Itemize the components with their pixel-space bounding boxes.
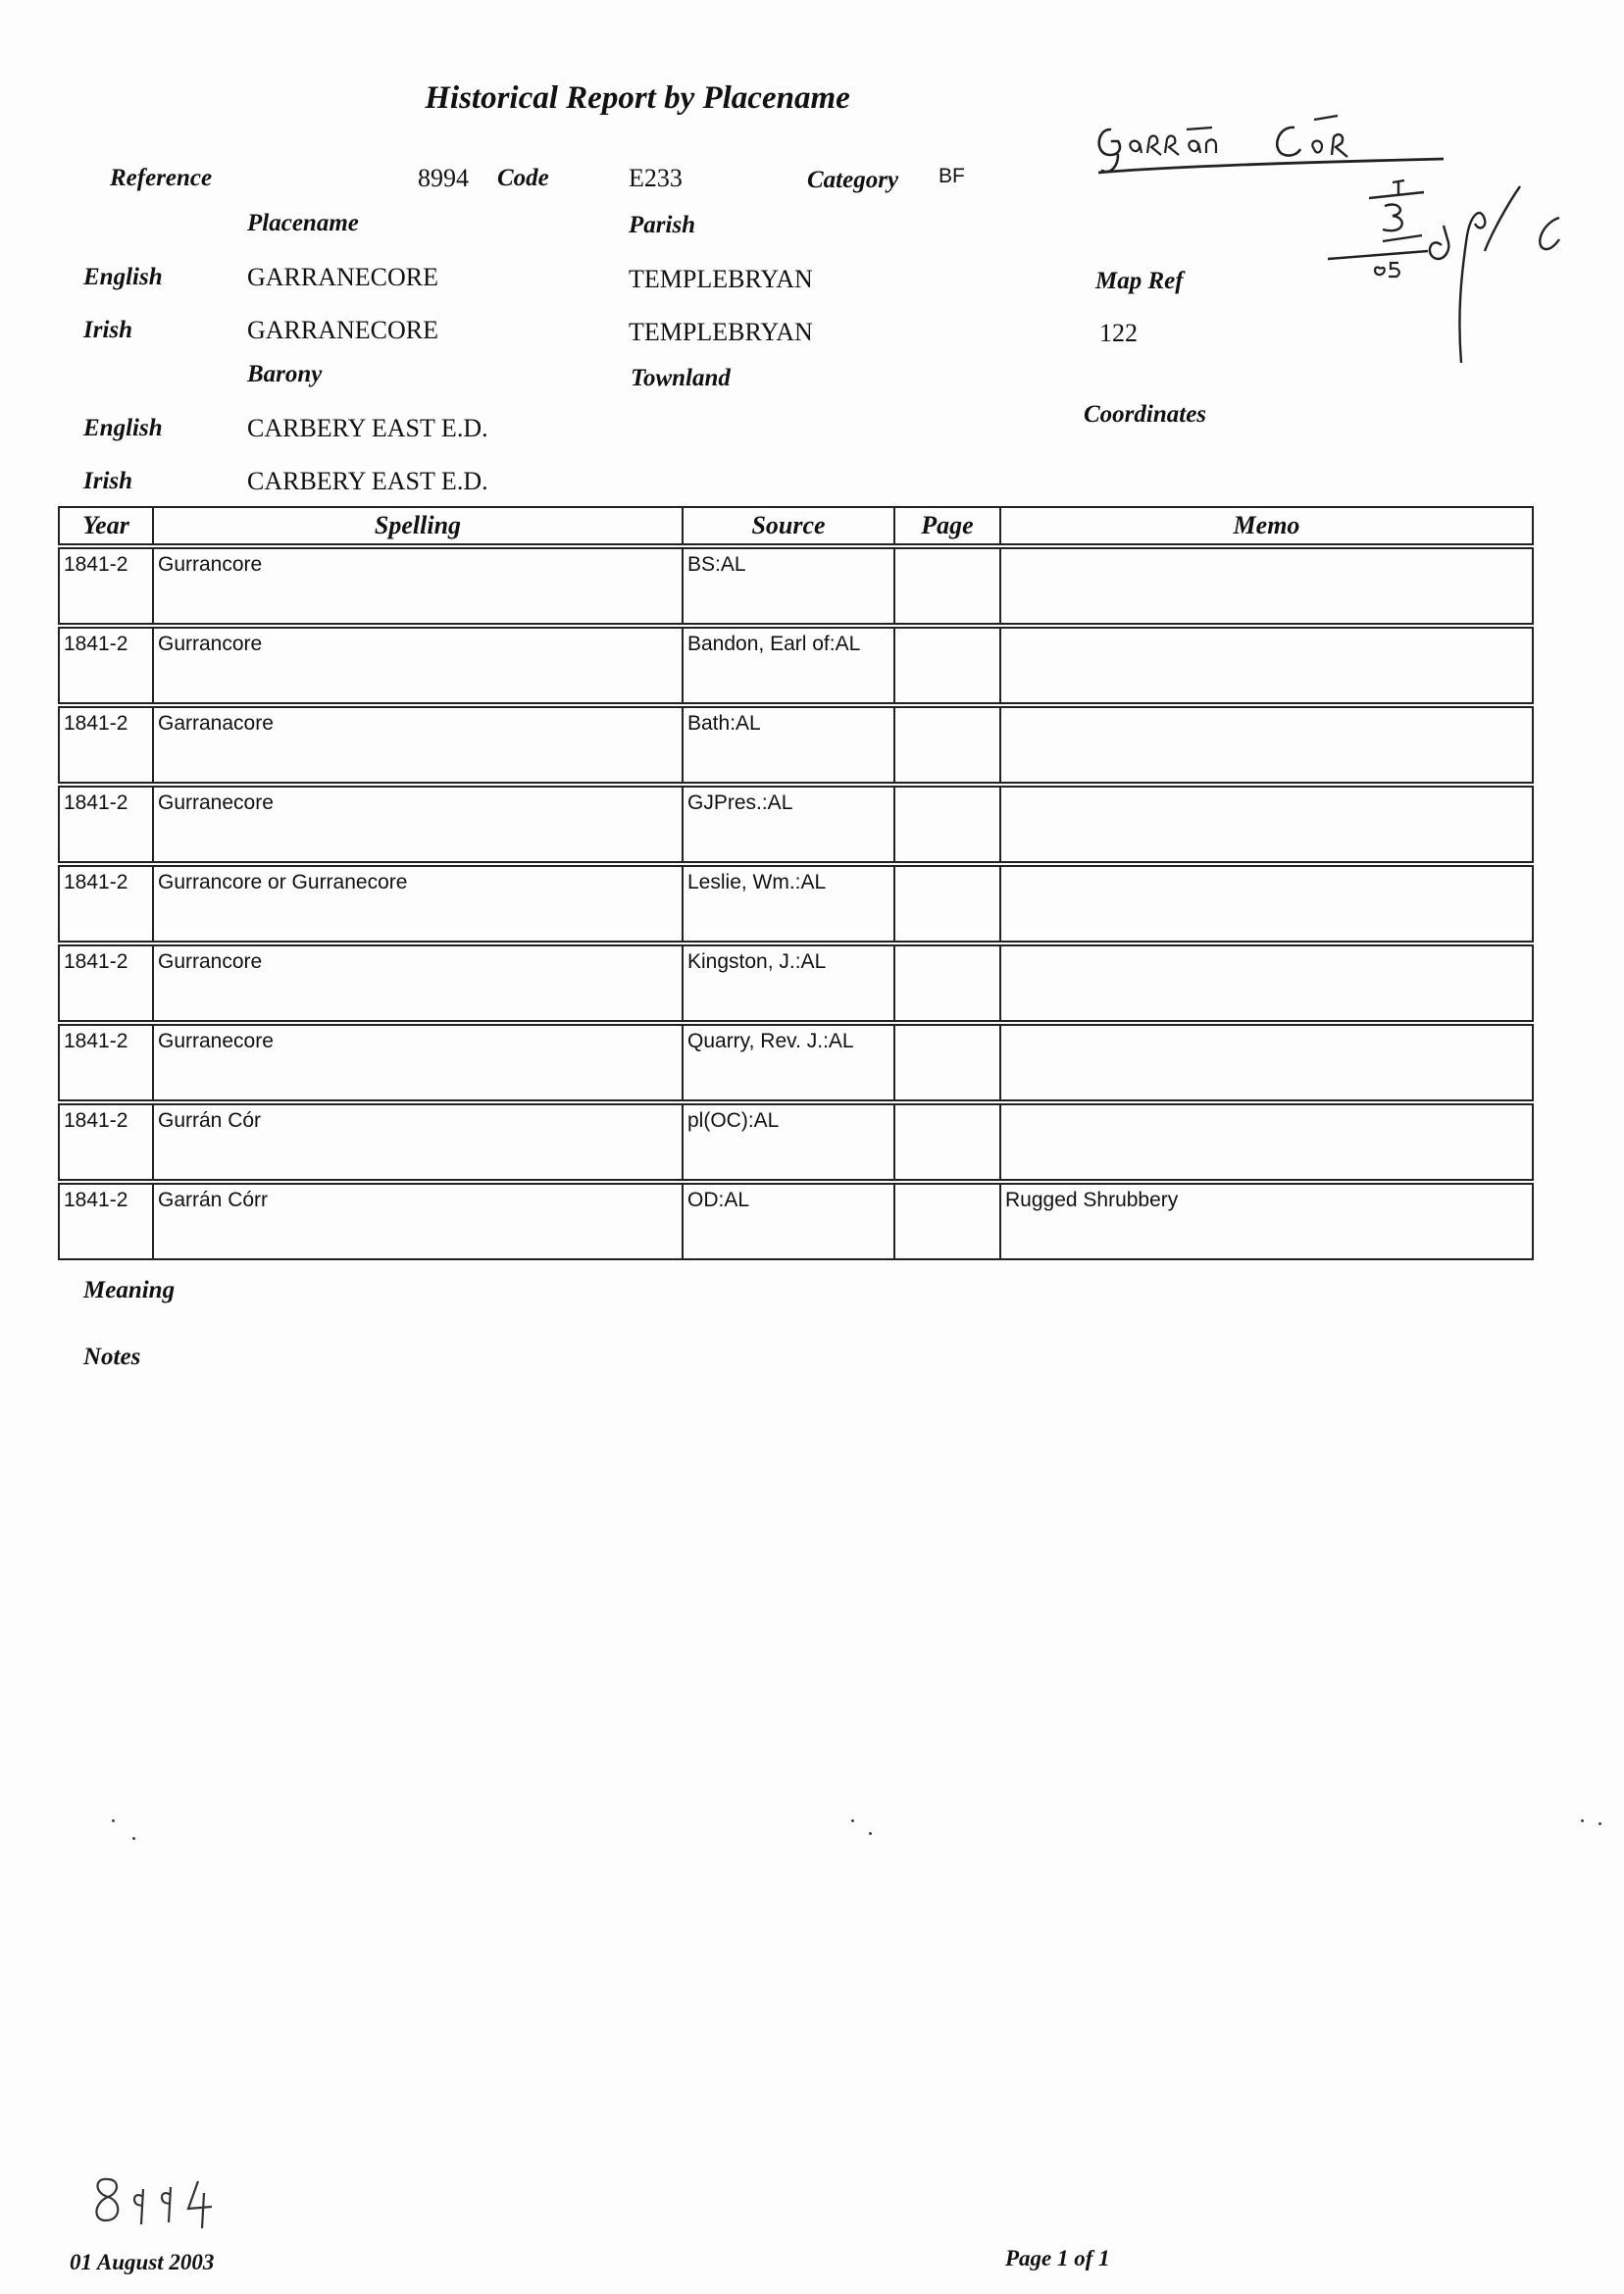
table-row <box>58 706 1534 784</box>
cell-year: 1841-2 <box>60 1185 154 1258</box>
cell-memo <box>1001 629 1532 702</box>
table-row <box>58 1183 1534 1260</box>
barony-irish-label: Irish <box>83 468 133 494</box>
cell-year: 1841-2 <box>60 946 154 1020</box>
barony-irish-value: CARBERY EAST E.D. <box>247 467 488 495</box>
cell-page <box>895 629 1001 702</box>
townland-label: Townland <box>631 365 731 391</box>
table-row <box>58 786 1534 863</box>
cell-memo <box>1001 1026 1532 1099</box>
table-row <box>58 865 1534 943</box>
cell-memo <box>1001 946 1532 1020</box>
scan-speck <box>132 1837 135 1840</box>
placename-english-value: GARRANECORE <box>247 263 439 291</box>
cell-spelling: Gurrancore or Gurranecore <box>154 867 684 941</box>
cell-source: Kingston, J.:AL <box>684 946 895 1020</box>
header-source: Source <box>684 508 895 543</box>
placename-irish-value: GARRANECORE <box>247 316 439 344</box>
notes-label: Notes <box>83 1344 141 1370</box>
table-row <box>58 944 1534 1022</box>
header-spelling: Spelling <box>154 508 684 543</box>
cell-year: 1841-2 <box>60 867 154 941</box>
cell-spelling: Gurrancore <box>154 549 684 623</box>
reference-label: Reference <box>110 165 213 191</box>
table-row <box>58 627 1534 704</box>
cell-memo <box>1001 708 1532 782</box>
cell-memo <box>1001 788 1532 861</box>
cell-spelling: Gurrancore <box>154 946 684 1020</box>
header-page: Page <box>895 508 1001 543</box>
meaning-label: Meaning <box>83 1277 176 1303</box>
cell-spelling: Gurranecore <box>154 788 684 861</box>
placename-irish-label: Irish <box>83 317 133 343</box>
table-row <box>58 1103 1534 1181</box>
cell-year: 1841-2 <box>60 629 154 702</box>
parish-label: Parish <box>629 212 696 238</box>
placename-label: Placename <box>247 210 359 236</box>
scan-speck <box>869 1832 872 1835</box>
cell-year: 1841-2 <box>60 708 154 782</box>
cell-memo: Rugged Shrubbery <box>1005 1189 1179 1211</box>
header-year: Year <box>60 508 154 543</box>
cell-source: Bath:AL <box>684 708 895 782</box>
cell-year: 1841-2 <box>60 1105 154 1179</box>
parish-english-value: TEMPLEBRYAN <box>629 265 813 293</box>
cell-spelling: Garrán Córr <box>154 1185 684 1258</box>
cell-source: BS:AL <box>684 549 895 623</box>
category-value: BF <box>939 165 965 187</box>
cell-memo <box>1001 1105 1532 1179</box>
cell-spelling: Gurrancore <box>154 629 684 702</box>
spellings-table <box>58 506 1534 1260</box>
cell-page <box>895 1026 1001 1099</box>
table-header <box>58 506 1534 545</box>
cell-year: 1841-2 <box>60 1026 154 1099</box>
cell-source: pl(OC):AL <box>684 1105 895 1179</box>
scan-speck <box>112 1819 115 1822</box>
cell-memo <box>1001 867 1532 941</box>
barony-english-value: CARBERY EAST E.D. <box>247 414 488 442</box>
footer-page: Page 1 of 1 <box>1005 2246 1110 2270</box>
map-ref-value: 122 <box>1099 319 1138 347</box>
barony-english-label: English <box>83 415 163 441</box>
footer-date: 01 August 2003 <box>70 2250 215 2274</box>
code-label: Code <box>497 165 549 191</box>
cell-spelling: Garranacore <box>154 708 684 782</box>
handwritten-fraction <box>1314 167 1579 363</box>
report-title: Historical Report by Placename <box>425 80 850 116</box>
cell-year: 1841-2 <box>60 549 154 623</box>
cell-source: Bandon, Earl of:AL <box>684 629 895 702</box>
scan-speck <box>1599 1822 1601 1825</box>
code-value: E233 <box>629 164 683 192</box>
scan-speck <box>851 1819 854 1822</box>
coordinates-label: Coordinates <box>1084 401 1207 428</box>
cell-page <box>895 788 1001 861</box>
cell-memo <box>1001 549 1532 623</box>
cell-page <box>895 549 1001 623</box>
cell-source: OD:AL <box>684 1185 895 1258</box>
cell-page <box>895 867 1001 941</box>
map-ref-label: Map Ref <box>1095 268 1184 294</box>
table-row <box>58 547 1534 625</box>
header-memo: Memo <box>1233 511 1300 539</box>
cell-year: 1841-2 <box>60 788 154 861</box>
cell-source: Quarry, Rev. J.:AL <box>684 1026 895 1099</box>
category-label: Category <box>807 167 899 193</box>
barony-label: Barony <box>247 361 323 387</box>
handwritten-reference-number <box>86 2167 233 2236</box>
cell-spelling: Gurranecore <box>154 1026 684 1099</box>
placename-english-label: English <box>83 264 163 290</box>
table-row <box>58 1024 1534 1101</box>
cell-source: GJPres.:AL <box>684 788 895 861</box>
cell-page <box>895 1185 1001 1258</box>
cell-page <box>895 708 1001 782</box>
cell-page <box>895 946 1001 1020</box>
cell-page <box>895 1105 1001 1179</box>
reference-value: 8994 <box>418 164 469 192</box>
parish-irish-value: TEMPLEBRYAN <box>629 318 813 346</box>
cell-source: Leslie, Wm.:AL <box>684 867 895 941</box>
cell-spelling: Gurrán Cór <box>154 1105 684 1179</box>
scan-speck <box>1581 1819 1584 1822</box>
